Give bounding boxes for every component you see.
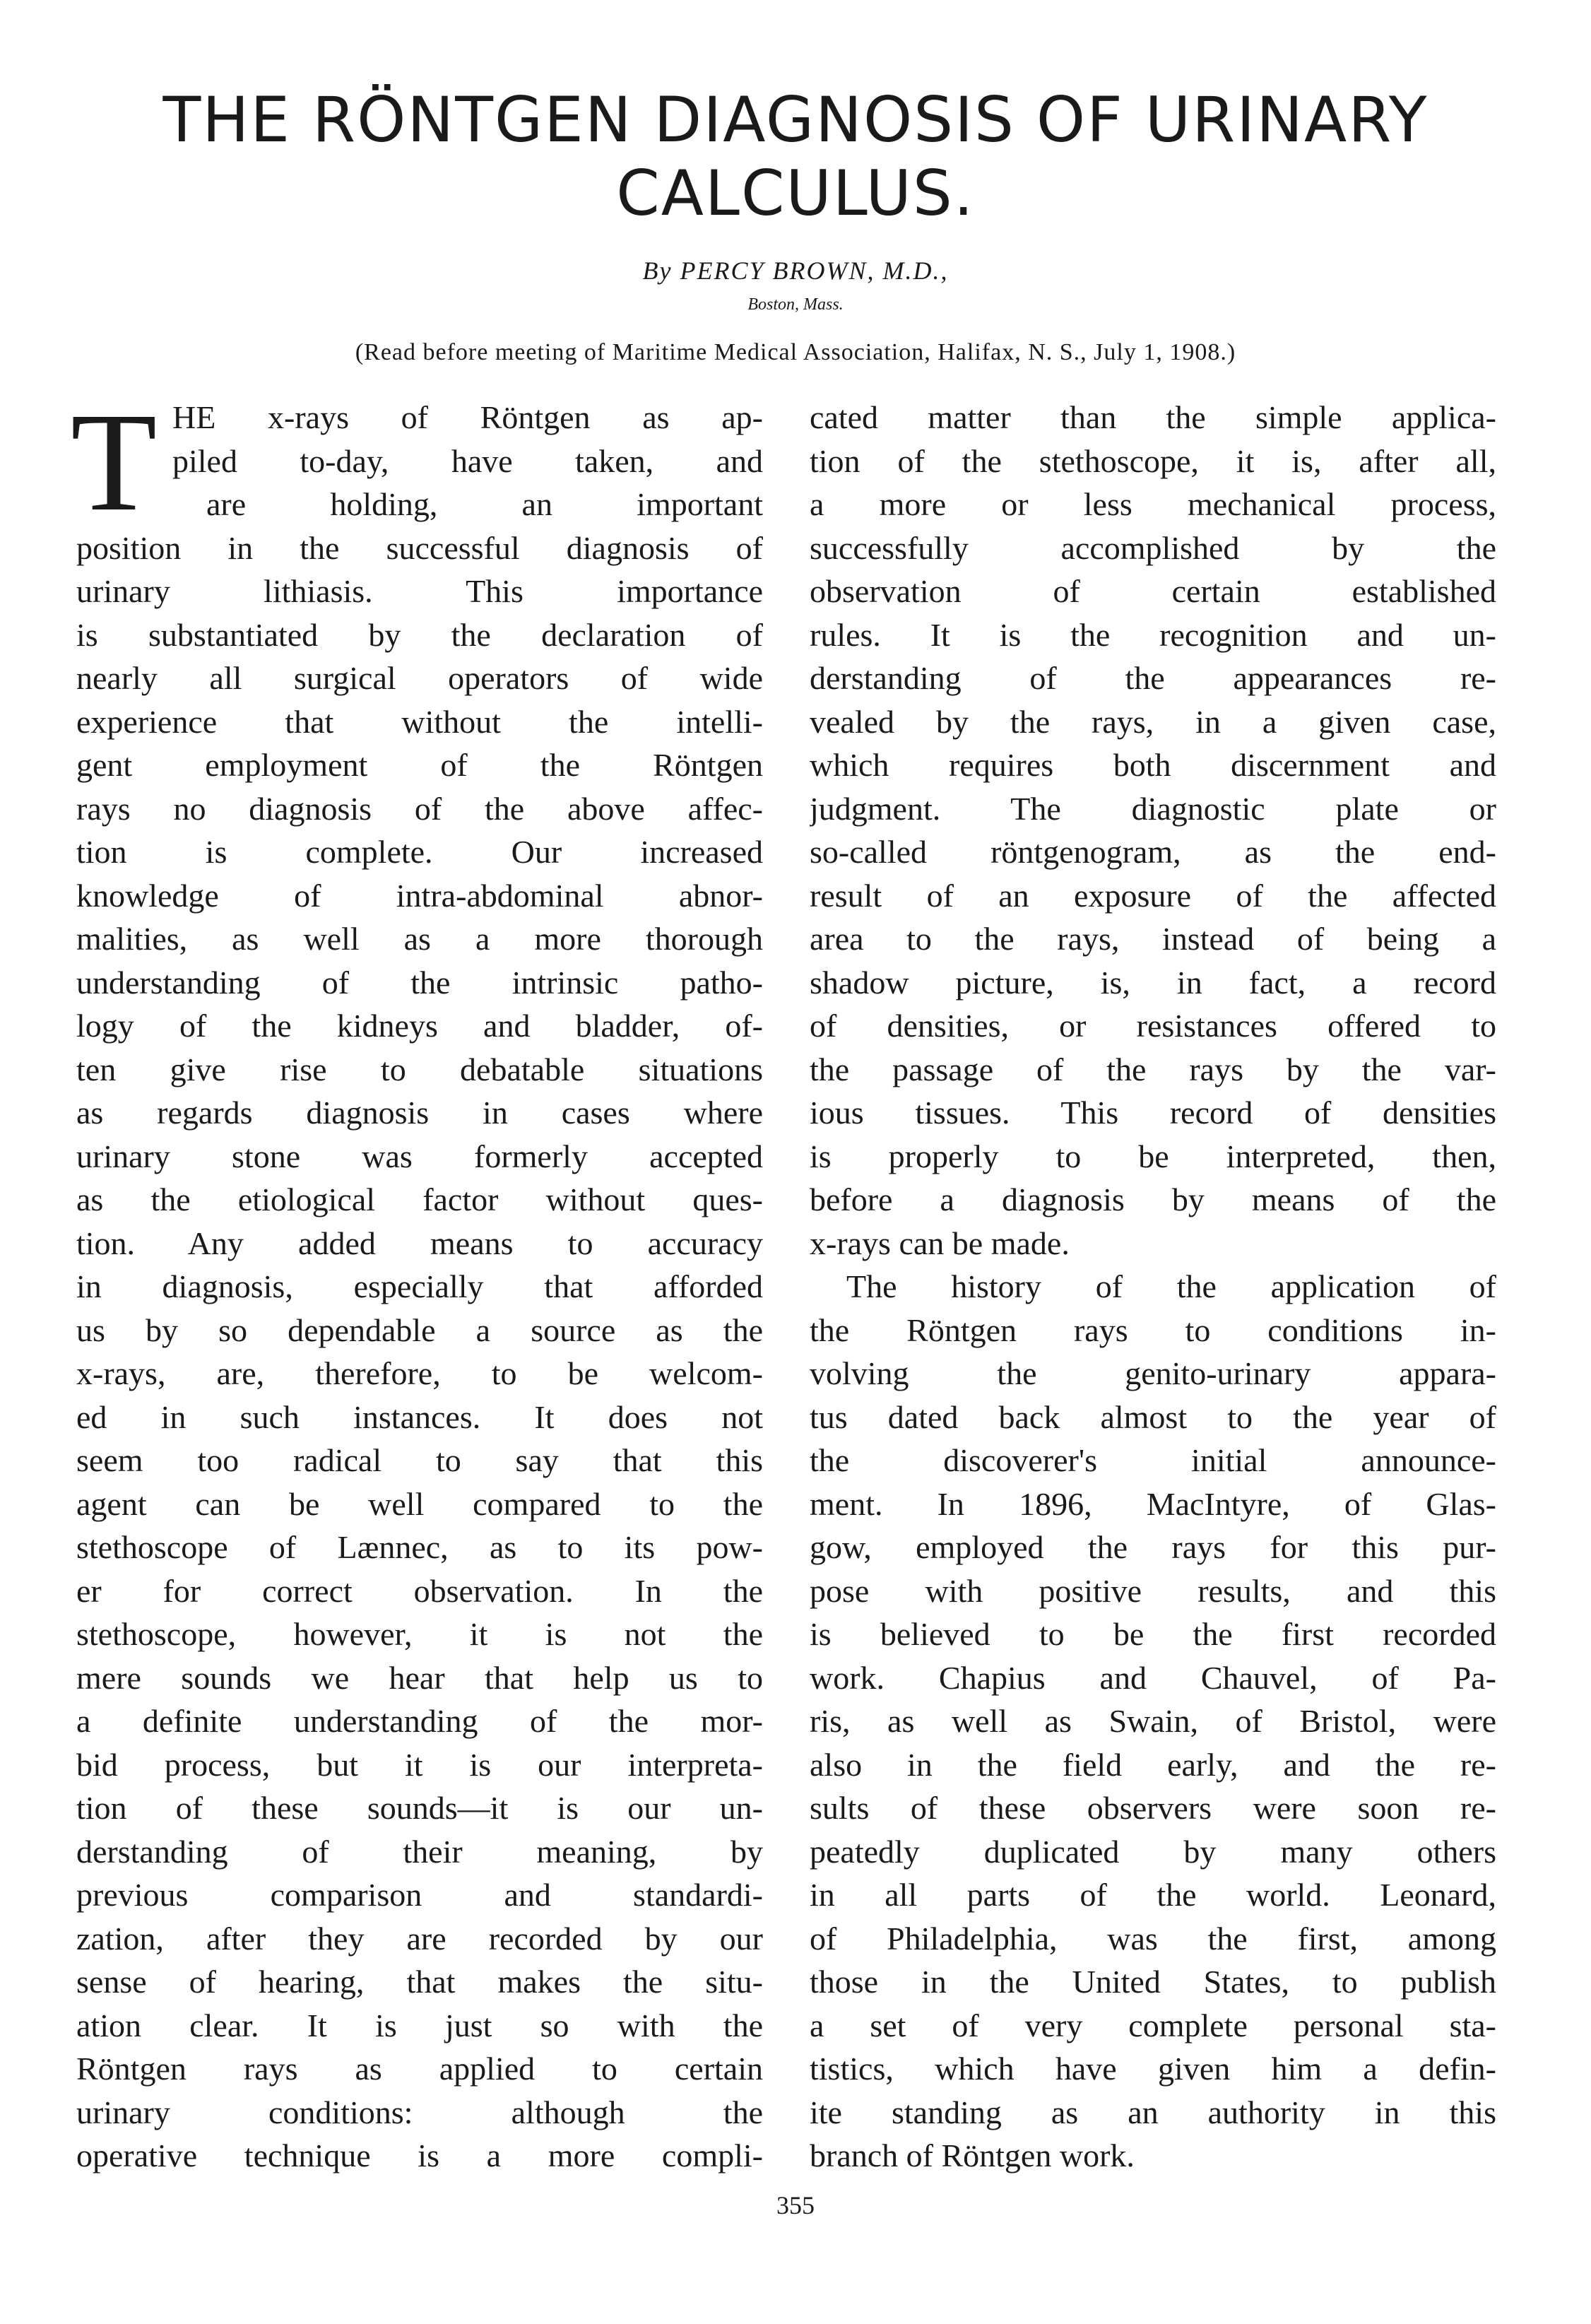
- text-line: of densities, or resistances offered to: [810, 1008, 1496, 1044]
- text-line: sults of these observers were soon re-: [810, 1790, 1496, 1826]
- text-line: shadow picture, is, in fact, a record: [810, 964, 1496, 1001]
- text-line: so-called röntgenogram, as the end-: [810, 834, 1496, 870]
- text-line: ment. In 1896, MacIntyre, of Glas-: [810, 1485, 1496, 1522]
- text-line: in all parts of the world. Leonard,: [810, 1877, 1496, 1913]
- text-line: cated matter than the simple applica-: [810, 399, 1496, 435]
- text-line: vealed by the rays, in a given case,: [810, 703, 1496, 740]
- author-location: Boston, Mass.: [747, 295, 844, 314]
- text-line: gow, employed the rays for this pur-: [810, 1529, 1496, 1565]
- text-line: x-rays, are, therefore, to be welcom-: [76, 1355, 763, 1391]
- text-line: us by so dependable a source as the: [76, 1311, 763, 1348]
- text-line: tion is complete. Our increased: [76, 834, 763, 870]
- text-line: a definite understanding of the mor-: [76, 1703, 763, 1739]
- text-line: sense of hearing, that makes the situ-: [76, 1964, 763, 2000]
- text-line: branch of Röntgen work.: [810, 2137, 1135, 2173]
- text-line: mere sounds we hear that help us to: [76, 1659, 763, 1696]
- text-line: peatedly duplicated by many others: [810, 1833, 1496, 1870]
- text-line: tus dated back almost to the year of: [810, 1398, 1496, 1435]
- text-line: agent can be well compared to the: [76, 1485, 763, 1522]
- text-line: The history of the application of: [846, 1268, 1496, 1304]
- text-line: work. Chapius and Chauvel, of Pa-: [810, 1659, 1496, 1696]
- text-line: urinary stone was formerly accepted: [76, 1138, 763, 1174]
- text-line: gent employment of the Röntgen: [76, 747, 763, 783]
- text-line: the discoverer's initial announce-: [810, 1442, 1496, 1478]
- text-line: derstanding of their meaning, by: [76, 1833, 763, 1870]
- text-line: experience that without the intelli-: [76, 703, 763, 740]
- text-line: ious tissues. This record of densities: [810, 1095, 1496, 1131]
- text-line: is properly to be interpreted, then,: [810, 1138, 1496, 1174]
- text-line: operative technique is a more compli-: [76, 2137, 763, 2173]
- text-line: previous comparison and standardi-: [76, 1877, 763, 1913]
- text-line: HE x-rays of Röntgen as ap-: [172, 399, 763, 435]
- text-line: er for correct observation. In the: [76, 1572, 763, 1609]
- text-line: ten give rise to debatable situations: [76, 1051, 763, 1087]
- text-line: understanding of the intrinsic patho-: [76, 964, 763, 1001]
- text-line: knowledge of intra-abdominal abnor-: [76, 877, 763, 914]
- text-line: judgment. The diagnostic plate or: [810, 790, 1496, 827]
- text-line: tion of these sounds—it is our un-: [76, 1790, 763, 1826]
- left-column: [76, 396, 763, 2178]
- article-title-line-1: THE RÖNTGEN DIAGNOSIS OF URINARY: [162, 83, 1429, 156]
- text-line: logy of the kidneys and bladder, of-: [76, 1008, 763, 1044]
- text-line: stethoscope, however, it is not the: [76, 1616, 763, 1652]
- text-line: a set of very complete personal sta-: [810, 2007, 1496, 2043]
- text-line: piled to-day, have taken, and: [172, 442, 763, 479]
- text-line: stethoscope of Lænnec, as to its pow-: [76, 1529, 763, 1565]
- text-line: also in the field early, and the re-: [810, 1746, 1496, 1783]
- text-line: volving the genito-urinary appara-: [810, 1355, 1496, 1391]
- text-line: result of an exposure of the affected: [810, 877, 1496, 914]
- text-line: as regards diagnosis in cases where: [76, 1095, 763, 1131]
- text-line: ed in such instances. It does not: [76, 1398, 763, 1435]
- text-line: position in the successful diagnosis of: [76, 529, 763, 566]
- text-line: successfully accomplished by the: [810, 529, 1496, 566]
- text-line: urinary conditions: although the: [76, 2094, 763, 2130]
- text-line: observation of certain established: [810, 573, 1496, 609]
- text-line: rays no diagnosis of the above affec-: [76, 790, 763, 827]
- text-line: x-rays can be made.: [810, 1225, 1070, 1261]
- text-line: rules. It is the recognition and un-: [810, 616, 1496, 653]
- text-line: urinary lithiasis. This importance: [76, 573, 763, 609]
- text-line: seem too radical to say that this: [76, 1442, 763, 1478]
- text-line: those in the United States, to publish: [810, 1964, 1496, 2000]
- drop-cap: T: [71, 384, 158, 541]
- text-line: as the etiological factor without ques-: [76, 1181, 763, 1217]
- text-line: tistics, which have given him a defin-: [810, 2051, 1496, 2087]
- text-line: of Philadelphia, was the first, among: [810, 1920, 1496, 1957]
- text-line: the Röntgen rays to conditions in-: [810, 1311, 1496, 1348]
- text-line: area to the rays, instead of being a: [810, 921, 1496, 957]
- text-line: pose with positive results, and this: [810, 1572, 1496, 1609]
- text-line: the passage of the rays by the var-: [810, 1051, 1496, 1087]
- author-byline: By PERCY BROWN, M.D.,: [642, 256, 949, 285]
- text-line: which requires both discernment and: [810, 747, 1496, 783]
- page-number: 355: [776, 2191, 815, 2219]
- text-line: before a diagnosis by means of the: [810, 1181, 1496, 1217]
- text-line: ation clear. It is just so with the: [76, 2007, 763, 2043]
- text-line: ite standing as an authority in this: [810, 2094, 1496, 2130]
- text-line: derstanding of the appearances re-: [810, 660, 1496, 696]
- text-line: in diagnosis, especially that afforded: [76, 1268, 763, 1304]
- text-line: is believed to be the first recorded: [810, 1616, 1496, 1652]
- text-line: is substantiated by the declaration of: [76, 616, 763, 653]
- text-line: tion of the stethoscope, it is, after all,: [810, 442, 1496, 479]
- right-column: [810, 396, 1496, 2178]
- text-line: nearly all surgical operators of wide: [76, 660, 763, 696]
- text-line: a more or less mechanical process,: [810, 486, 1496, 522]
- text-line: malities, as well as a more thorough: [76, 921, 763, 957]
- text-line: bid process, but it is our interpreta-: [76, 1746, 763, 1783]
- text-line: ris, as well as Swain, of Bristol, were: [810, 1703, 1496, 1739]
- text-line: tion. Any added means to accuracy: [76, 1225, 763, 1261]
- text-line: zation, after they are recorded by our: [76, 1920, 763, 1957]
- presentation-note: (Read before meeting of Maritime Medical Association, Halifax, N. S., July 1, 1908.): [355, 339, 1236, 365]
- text-line: Röntgen rays as applied to certain: [76, 2051, 763, 2087]
- article-title-line-2: CALCULUS.: [616, 157, 975, 230]
- text-line: are holding, an important: [206, 486, 763, 522]
